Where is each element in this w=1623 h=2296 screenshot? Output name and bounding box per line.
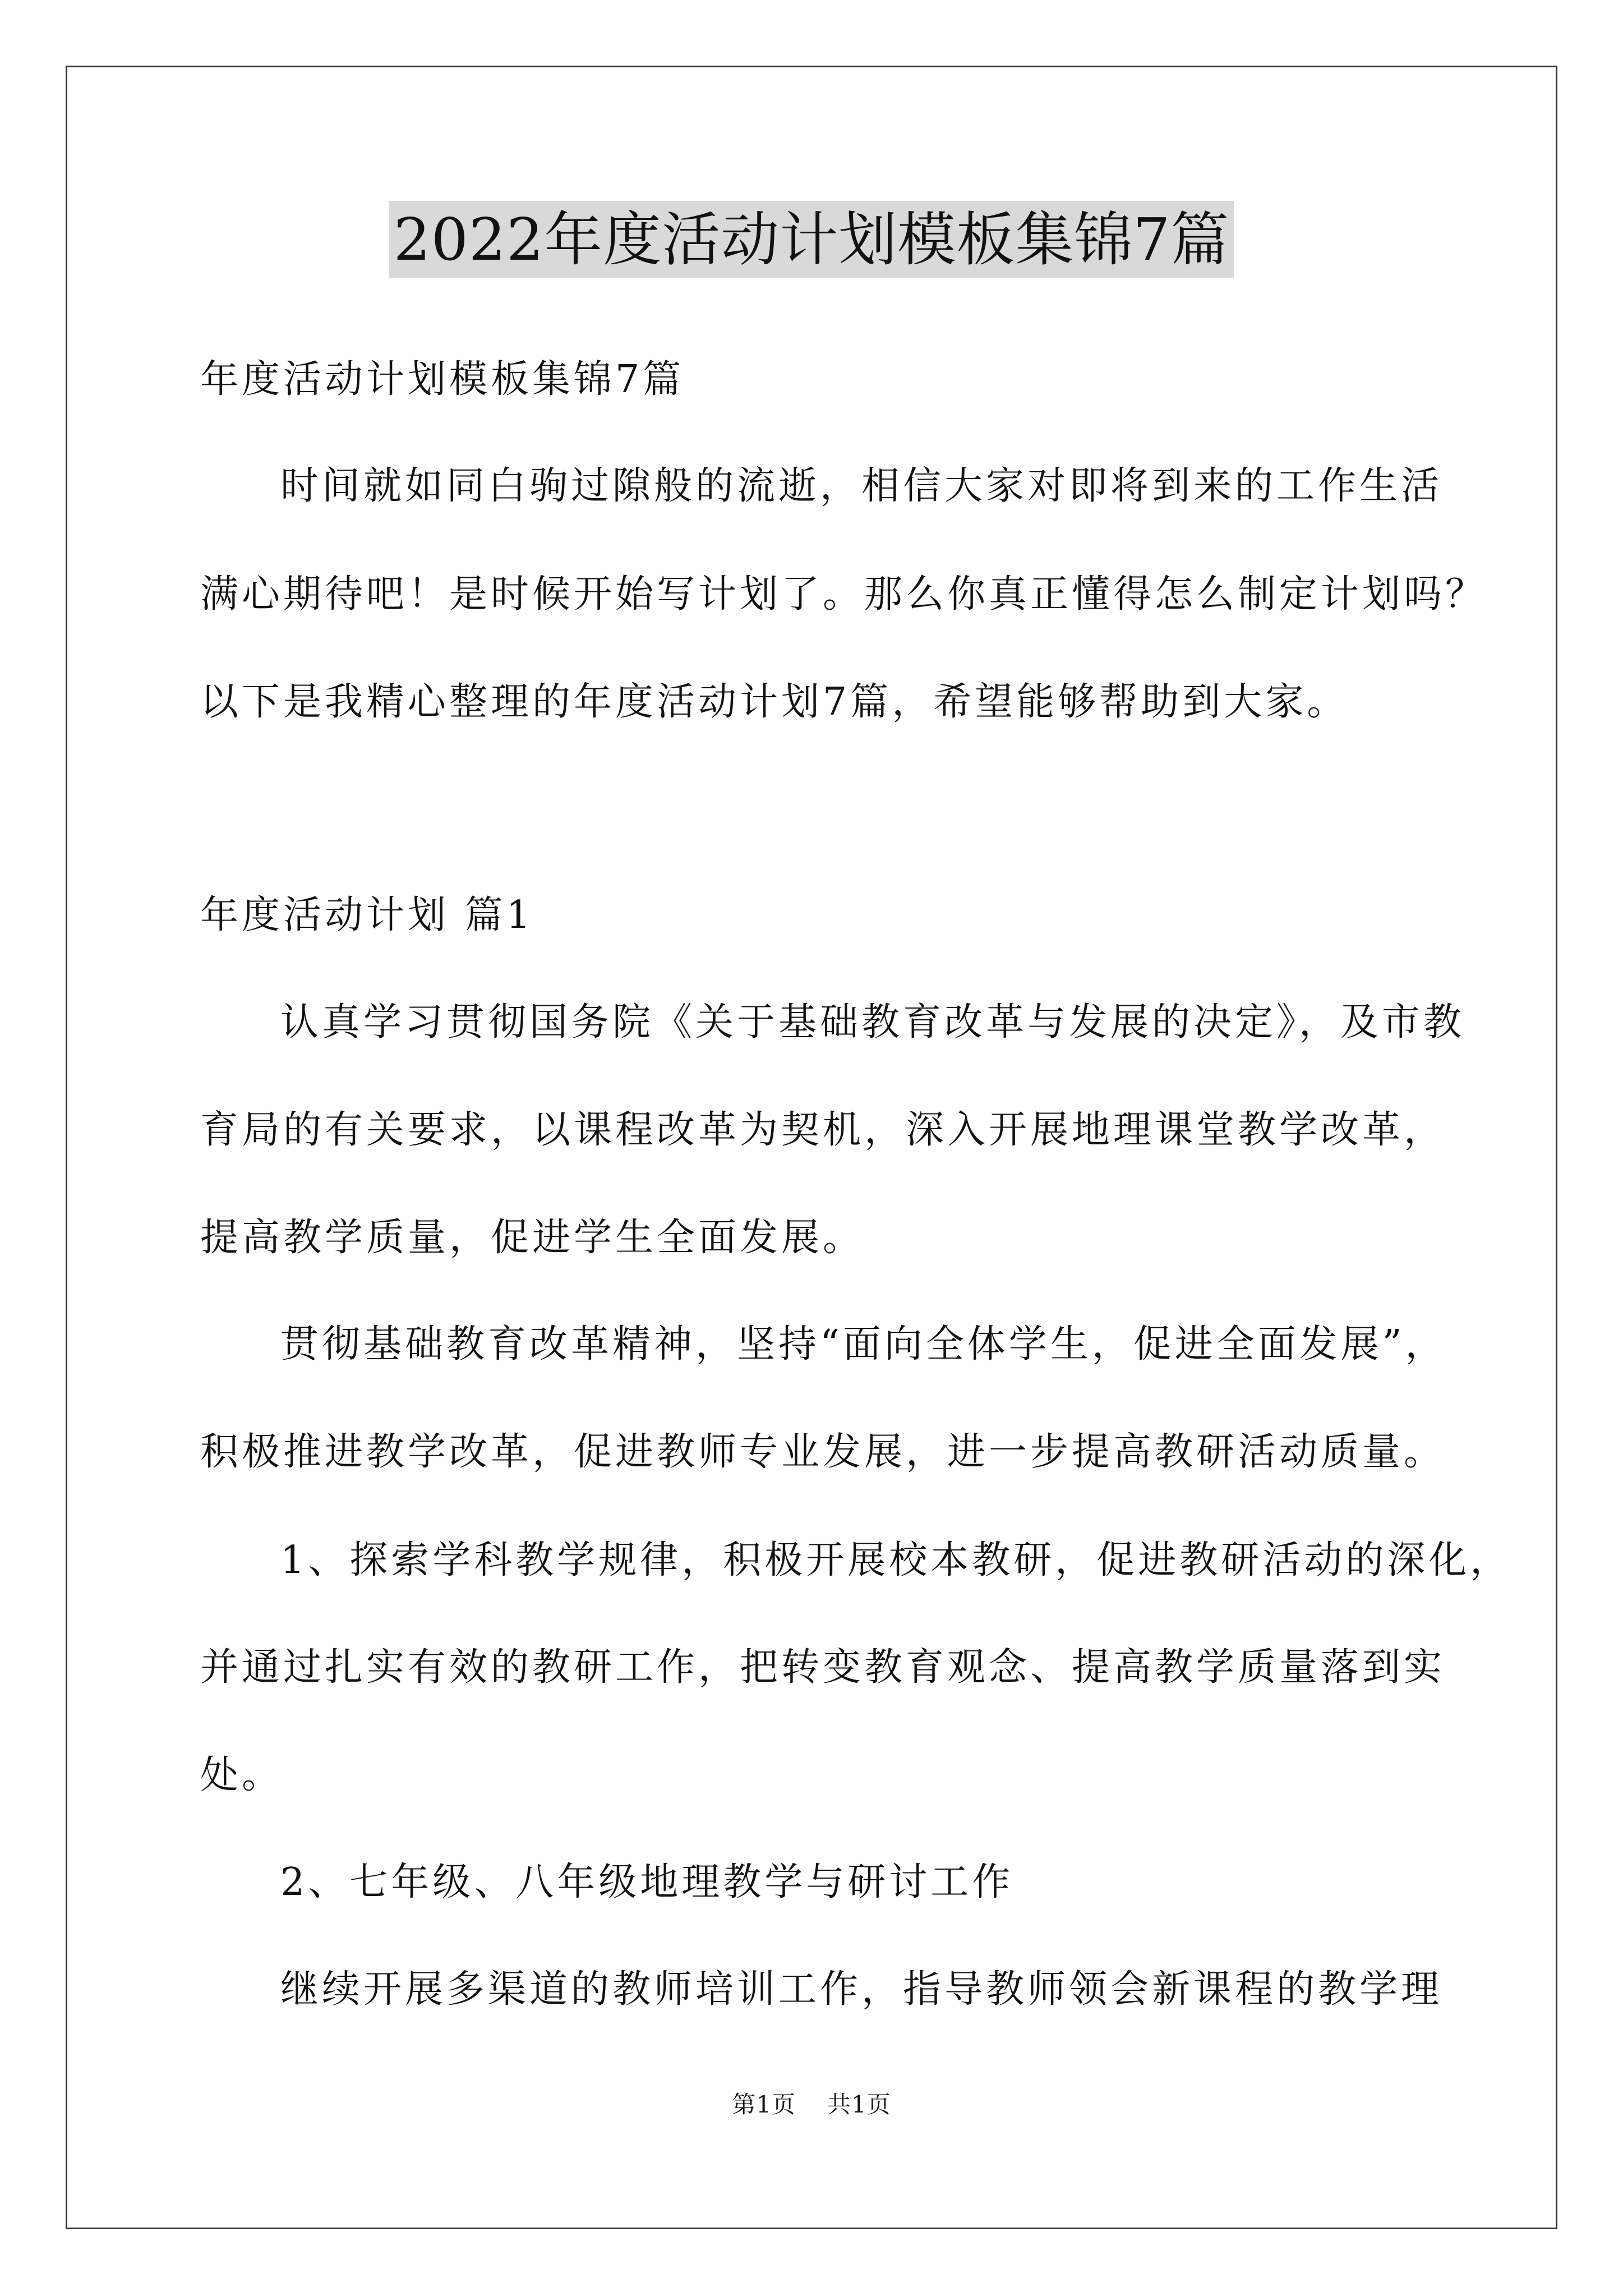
body-line-10: 继续开展多渠道的教师培训工作，指导教师领会新课程的教学理 [280,1967,1443,2012]
page-number: 第1页 [732,2091,796,2118]
title-container [0,201,1623,278]
body-line-1: 认真学习贯彻国务院《关于基础教育改革与发展的决定》，及市教 [280,1000,1465,1045]
body-line-8: 处。 [200,1753,284,1797]
body-line-5: 积极推进教学改革，促进教师专业发展，进一步提高教研活动质量。 [200,1430,1446,1474]
body-line-4: 贯彻基础教育改革精神，坚持“面向全体学生，促进全面发展”， [280,1322,1447,1366]
body-line-6: 1、探索学科教学规律，积极开展校本教研，促进教研活动的深化， [280,1538,1512,1582]
document-subtitle: 年度活动计划模板集锦7篇 [200,357,685,402]
intro-line-3: 以下是我精心整理的年度活动计划7篇，希望能够帮助到大家。 [200,680,1349,724]
page-footer [0,2089,1623,2120]
body-line-9: 2、七年级、八年级地理教学与研讨工作 [280,1860,1014,1904]
body-line-2: 育局的有关要求，以课程改革为契机，深入开展地理课堂教学改革， [200,1108,1446,1152]
intro-line-1: 时间就如同白驹过隙般的流逝，相信大家对即将到来的工作生活 [280,464,1443,508]
document-title: 2022年度活动计划模板集锦7篇 [389,201,1234,278]
body-line-3: 提高教学质量，促进学生全面发展。 [200,1216,865,1260]
body-line-7: 并通过扎实有效的教研工作，把转变教育观念、提高教学质量落到实 [200,1645,1446,1690]
intro-line-2: 满心期待吧！是时候开始写计划了。那么你真正懂得怎么制定计划吗？ [200,572,1487,616]
page-total: 共1页 [827,2091,891,2118]
section-heading: 年度活动计划 篇1 [200,893,534,937]
